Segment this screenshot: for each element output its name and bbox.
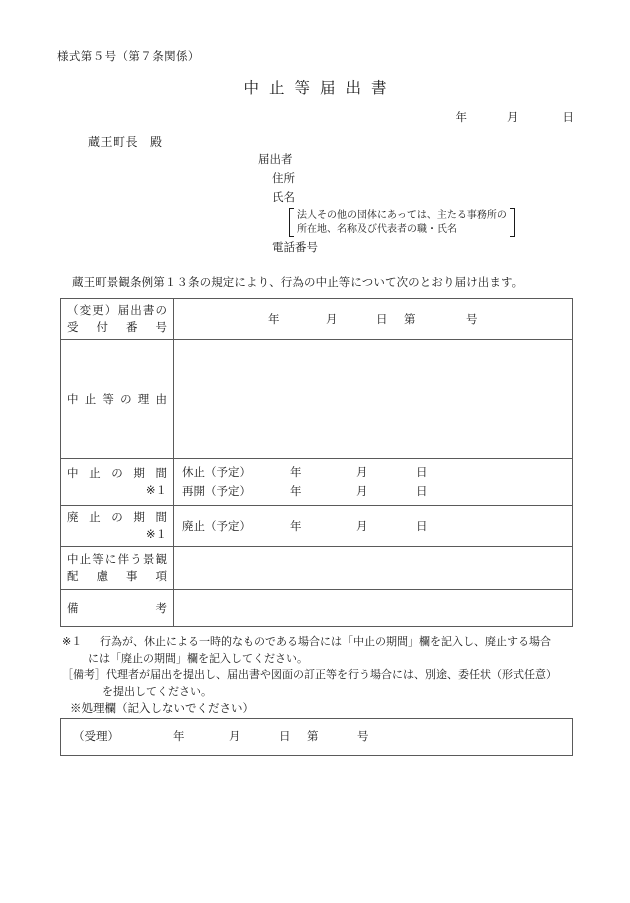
row-value-remarks[interactable] <box>174 590 573 627</box>
remarks-label: 備考 <box>67 600 167 615</box>
table-row <box>61 459 573 506</box>
receipt-day-label: 日 <box>376 311 388 326</box>
corporate-note-line2: 所在地、名称及び代表者の職・氏名 <box>297 223 457 235</box>
page-title: 中止等届出書 <box>243 79 397 97</box>
row-label-suspension-period <box>61 459 174 506</box>
processing-dai-label: 第 <box>307 729 319 743</box>
row-label-receipt-number <box>61 299 174 340</box>
footnote-2-line1: ［備考］代理者が届出を提出し、届出書や図面の訂正等を行う場合には、別途、委任状（形式任意） <box>62 668 557 681</box>
submitter-address-label: 住所 <box>272 171 295 185</box>
abolition-day: 日 <box>416 518 428 533</box>
suspension-label-line1: 中止の期間 <box>67 466 167 480</box>
abolition-label-line2: ※１ <box>145 527 167 541</box>
abolition-label: 廃止（予定） <box>182 518 251 533</box>
footnote-2-line2: を提出してください。 <box>102 684 212 698</box>
addressee-honorific: 殿 <box>150 135 163 149</box>
suspension-resume-label: 再開（予定） <box>182 484 251 498</box>
landscape-label-line2: 配慮事項 <box>67 569 167 583</box>
processing-receipt-label: （受理） <box>73 729 119 743</box>
landscape-label-line1: 中止等に伴う景観 <box>67 552 167 566</box>
footnote-1-text1: 行為が、休止による一時的なものである場合には「中止の期間」欄を記入し、廃止する場合 <box>100 635 551 648</box>
suspension-start-year: 年 <box>290 465 302 479</box>
processing-gou-label: 号 <box>357 729 369 743</box>
abolition-month: 月 <box>356 518 368 533</box>
suspension-label-line2: ※１ <box>145 483 167 497</box>
intro-statement: 蔵王町景観条例第１３条の規定により、行為の中止等について次のとおり届け出ます。 <box>72 275 524 289</box>
addressee-office: 蔵王町長 <box>88 135 139 149</box>
receipt-label-line2: 受付番号 <box>67 320 167 334</box>
row-value-receipt-number[interactable] <box>174 299 573 340</box>
receipt-month-label: 月 <box>326 311 338 326</box>
suspension-start-day: 日 <box>416 465 428 479</box>
reason-label: 中止等の理由 <box>67 391 167 406</box>
footnote-1-line2: には「廃止の期間」欄を記入してください。 <box>88 651 308 665</box>
corporate-note-line1: 法人その他の団体にあっては、主たる事務所の <box>297 210 507 221</box>
addressee <box>88 133 163 150</box>
processing-year-label: 年 <box>173 729 185 743</box>
suspension-resume-month: 月 <box>356 484 368 498</box>
abolition-label-line1: 廃止の期間 <box>67 510 167 524</box>
row-value-reason[interactable] <box>174 340 573 459</box>
footnote-1-mark: ※１ <box>62 635 83 648</box>
processing-box[interactable] <box>60 718 573 756</box>
submitter-heading: 届出者 <box>258 152 293 166</box>
table-row <box>61 590 573 627</box>
receipt-label-line1: （変更）届出書の <box>67 303 167 317</box>
table-row <box>61 547 573 590</box>
processing-month-label: 月 <box>229 729 241 743</box>
processing-day-label: 日 <box>279 729 291 743</box>
suspension-start-line <box>182 463 564 482</box>
row-label-reason <box>61 340 174 459</box>
reason-value <box>174 395 572 403</box>
abolition-year: 年 <box>290 518 302 533</box>
submitter-phone-label: 電話番号 <box>272 240 318 254</box>
row-label-landscape-consideration <box>61 547 174 590</box>
submitter-name-label: 氏名 <box>272 190 295 204</box>
suspension-resume-day: 日 <box>416 484 428 498</box>
abolition-date-line <box>182 517 564 536</box>
suspension-resume-year: 年 <box>290 484 302 498</box>
submission-date-line <box>0 109 630 125</box>
row-value-abolition-period[interactable] <box>174 506 573 547</box>
main-form-table <box>60 298 573 627</box>
row-value-landscape-consideration[interactable] <box>174 547 573 590</box>
suspension-start-label: 休止（予定） <box>182 465 251 479</box>
corporate-note <box>258 208 518 237</box>
submitter-block <box>258 150 518 257</box>
row-label-abolition-period <box>61 506 174 547</box>
row-value-suspension-period[interactable] <box>174 459 573 506</box>
date-day-label: 日 <box>562 110 574 124</box>
bracket-left-icon <box>286 208 295 237</box>
table-row <box>61 506 573 547</box>
bracket-right-icon <box>509 208 518 237</box>
row-label-remarks <box>61 590 174 627</box>
footnotes <box>62 634 582 700</box>
date-year-label: 年 <box>455 110 467 124</box>
table-row <box>61 299 573 340</box>
table-row <box>61 340 573 459</box>
suspension-resume-line <box>182 482 564 501</box>
date-month-label: 月 <box>507 110 519 124</box>
form-number: 様式第５号（第７条関係） <box>57 49 200 63</box>
receipt-dai-label: 第 <box>404 311 416 326</box>
landscape-value <box>174 564 572 572</box>
receipt-gou-label: 号 <box>466 311 478 326</box>
processing-section-title: ※処理欄（記入しないでください） <box>70 701 254 715</box>
receipt-year-label: 年 <box>268 311 280 326</box>
remarks-value <box>174 604 572 612</box>
suspension-start-month: 月 <box>356 465 368 479</box>
footnote-1-line1 <box>62 634 582 651</box>
